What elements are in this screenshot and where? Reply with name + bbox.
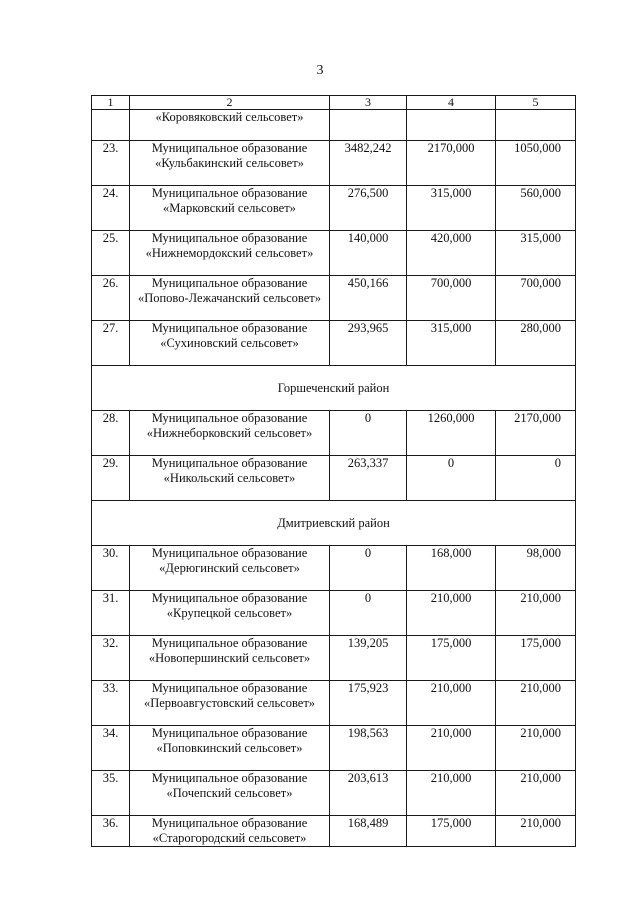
value-cell-4: 210,000 (407, 726, 496, 771)
municipality-type-line: Муниципальное образование (151, 681, 308, 695)
municipality-name-cell (130, 771, 330, 816)
municipality-type-line: Муниципальное образование (151, 456, 308, 470)
table-row (92, 231, 576, 276)
value-cell-4: 175,000 (407, 636, 496, 681)
municipality-type-line: Муниципальное образование (151, 141, 308, 155)
value-cell-5: 210,000 (496, 681, 576, 726)
municipality-name-cell (130, 411, 330, 456)
value-cell-4: 175,000 (407, 816, 496, 847)
value-cell-5: 98,000 (496, 546, 576, 591)
value-cell-4: 1260,000 (407, 411, 496, 456)
row-number-cell: 28. (92, 411, 130, 456)
column-number-4: 4 (407, 96, 496, 110)
municipality-name-line: «Первоавгустовский сельсовет» (143, 696, 316, 710)
value-cell-3: 0 (330, 411, 407, 456)
table-row (92, 456, 576, 501)
value-cell-3: 3482,242 (330, 141, 407, 186)
value-cell-3: 140,000 (330, 231, 407, 276)
value-cell-5: 2170,000 (496, 411, 576, 456)
district-heading-row (92, 501, 576, 546)
row-number-cell: 32. (92, 636, 130, 681)
municipality-name-line: «Попово-Лежачанский сельсовет» (137, 291, 322, 305)
table-row (92, 726, 576, 771)
value-cell-3: 450,166 (330, 276, 407, 321)
municipality-name-cell (130, 231, 330, 276)
municipality-type-line: Муниципальное образование (151, 411, 308, 425)
value-cell-4: 210,000 (407, 591, 496, 636)
municipality-type-line: Муниципальное образование (151, 636, 308, 650)
table-row (92, 276, 576, 321)
municipality-name-cell (130, 321, 330, 366)
column-number-5: 5 (496, 96, 576, 110)
row-number-cell: 25. (92, 231, 130, 276)
row-number-cell: 23. (92, 141, 130, 186)
value-cell-5: 280,000 (496, 321, 576, 366)
municipality-name-cell (130, 456, 330, 501)
value-cell-5: 1050,000 (496, 141, 576, 186)
municipality-name-cell (130, 681, 330, 726)
district-heading-row (92, 366, 576, 411)
table-row (92, 681, 576, 726)
value-cell-3: 139,205 (330, 636, 407, 681)
value-cell-5: 210,000 (496, 726, 576, 771)
value-cell-5 (496, 110, 576, 141)
value-cell-3: 198,563 (330, 726, 407, 771)
municipality-type-line: Муниципальное образование (151, 276, 308, 290)
column-number-1: 1 (92, 96, 130, 110)
value-cell-3: 293,965 (330, 321, 407, 366)
municipality-type-line: Муниципальное образование (151, 816, 308, 830)
district-heading: Дмитриевский район (92, 501, 576, 546)
value-cell-4: 0 (407, 456, 496, 501)
value-cell-4: 2170,000 (407, 141, 496, 186)
value-cell-5: 560,000 (496, 186, 576, 231)
municipality-name-line: «Крупецкой сельсовет» (166, 606, 293, 620)
value-cell-5: 175,000 (496, 636, 576, 681)
row-number-cell: 35. (92, 771, 130, 816)
row-number-cell: 36. (92, 816, 130, 847)
value-cell-5: 0 (496, 456, 576, 501)
municipality-name-line: «Марковский сельсовет» (163, 201, 296, 215)
value-cell-5: 210,000 (496, 771, 576, 816)
rows-group-a (92, 141, 576, 366)
value-cell-3: 276,500 (330, 186, 407, 231)
column-number-2: 2 (130, 96, 330, 110)
municipality-name-line: «Дерюгинский сельсовет» (159, 561, 300, 575)
table-row (92, 321, 576, 366)
row-number-cell: 31. (92, 591, 130, 636)
municipality-type-line: Муниципальное образование (151, 726, 308, 740)
table-row (92, 546, 576, 591)
municipality-name-line: «Нижнемордокский сельсовет» (145, 246, 314, 260)
table-row (92, 591, 576, 636)
row-number-cell: 30. (92, 546, 130, 591)
municipality-type-line: Муниципальное образование (151, 231, 308, 245)
table-row (92, 141, 576, 186)
value-cell-4: 168,000 (407, 546, 496, 591)
municipality-name-cell (130, 186, 330, 231)
municipality-name-cell (130, 276, 330, 321)
value-cell-5: 210,000 (496, 816, 576, 847)
value-cell-3: 168,489 (330, 816, 407, 847)
municipality-name-line: «Сухиновский сельсовет» (160, 336, 299, 350)
value-cell-4: 315,000 (407, 186, 496, 231)
value-cell-3 (330, 110, 407, 141)
municipality-name-line: «Новопершинский сельсовет» (148, 651, 311, 665)
municipality-name-cell (130, 636, 330, 681)
value-cell-4: 315,000 (407, 321, 496, 366)
allocation-table (91, 95, 576, 847)
municipality-name-cell (130, 726, 330, 771)
municipality-name-cell (130, 110, 330, 141)
column-number-row (92, 96, 576, 110)
column-number-3: 3 (330, 96, 407, 110)
row-number-cell: 29. (92, 456, 130, 501)
row-number-cell: 26. (92, 276, 130, 321)
rows-group-b (92, 411, 576, 501)
value-cell-3: 0 (330, 591, 407, 636)
continuation-row (92, 110, 576, 141)
municipality-name-line: «Кульбакинский сельсовет» (155, 156, 304, 170)
municipality-name-cell (130, 591, 330, 636)
table-row (92, 771, 576, 816)
table-body (92, 96, 576, 141)
municipality-name-cell (130, 816, 330, 847)
municipality-type-line: Муниципальное образование (151, 186, 308, 200)
municipality-name-cell (130, 141, 330, 186)
value-cell-4 (407, 110, 496, 141)
district-heading: Горшеченский район (92, 366, 576, 411)
municipality-type-line: Муниципальное образование (151, 321, 308, 335)
municipality-name-line: «Почепский сельсовет» (166, 786, 293, 800)
row-number-cell: 27. (92, 321, 130, 366)
value-cell-3: 0 (330, 546, 407, 591)
value-cell-5: 315,000 (496, 231, 576, 276)
page-number: 3 (316, 63, 324, 78)
municipality-name-line: «Поповкинский сельсовет» (156, 741, 303, 755)
district-section (92, 501, 576, 546)
table-row (92, 816, 576, 847)
municipality-name-line: «Нижнеборковский сельсовет» (146, 426, 313, 440)
row-number-cell: 24. (92, 186, 130, 231)
value-cell-3: 203,613 (330, 771, 407, 816)
value-cell-4: 420,000 (407, 231, 496, 276)
municipality-type-line: Муниципальное образование (151, 546, 308, 560)
municipality-name-line: «Старогородский сельсовет» (152, 831, 307, 845)
row-number-cell (92, 110, 130, 141)
value-cell-4: 210,000 (407, 771, 496, 816)
value-cell-3: 263,337 (330, 456, 407, 501)
table-row (92, 636, 576, 681)
municipality-name-line: «Никольский сельсовет» (163, 471, 296, 485)
table-row (92, 411, 576, 456)
value-cell-4: 210,000 (407, 681, 496, 726)
row-number-cell: 33. (92, 681, 130, 726)
value-cell-5: 700,000 (496, 276, 576, 321)
municipality-type-line: Муниципальное образование (151, 591, 308, 605)
district-section (92, 366, 576, 411)
table-row (92, 186, 576, 231)
value-cell-3: 175,923 (330, 681, 407, 726)
row-number-cell: 34. (92, 726, 130, 771)
value-cell-4: 700,000 (407, 276, 496, 321)
municipality-name-cell (130, 546, 330, 591)
value-cell-5: 210,000 (496, 591, 576, 636)
rows-group-c (92, 546, 576, 847)
municipality-name-line: «Коровяковский сельсовет» (155, 110, 304, 124)
municipality-type-line: Муниципальное образование (151, 771, 308, 785)
